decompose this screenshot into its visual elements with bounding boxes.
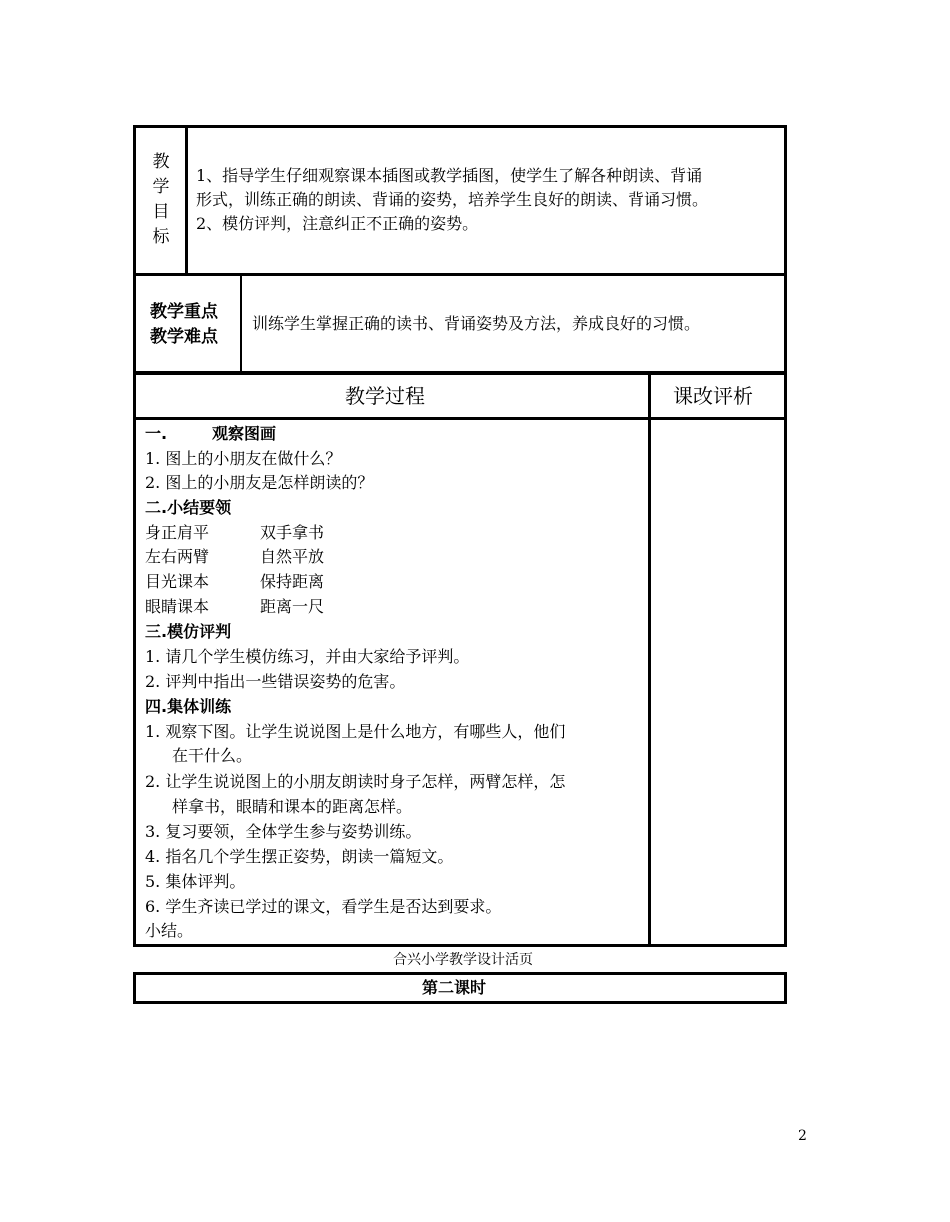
process-line: 在干什么。 <box>172 746 253 765</box>
page-number: 2 <box>798 1128 807 1144</box>
section-number: 一. <box>145 424 168 443</box>
key-phrase: 身正肩平 <box>145 523 210 542</box>
lesson-title: 第二课时 <box>422 978 487 997</box>
review-header: 课改评析 <box>673 384 753 408</box>
process-line: 1. 观察下图。让学生说说图上是什么地方，有哪些人，他们 <box>145 722 566 741</box>
key-phrase: 眼睛课本 <box>145 597 210 616</box>
objectives-divider <box>185 125 188 276</box>
key-points-divider <box>240 273 242 374</box>
process-line: 3. 复习要领，全体学生参与姿势训练。 <box>145 822 422 841</box>
objectives-line: 2、模仿评判，注意纠正不正确的姿势。 <box>196 214 479 233</box>
process-line: 6. 学生齐读已学过的课文，看学生是否达到要求。 <box>145 897 502 916</box>
key-phrase: 距离一尺 <box>260 597 325 616</box>
objectives-label-char: 学 <box>152 177 170 197</box>
process-line: 1. 请几个学生模仿练习，并由大家给予评判。 <box>145 647 470 666</box>
key-phrase: 左右两臂 <box>145 547 210 566</box>
process-line: 1. 图上的小朋友在做什么？ <box>145 449 342 468</box>
process-column-divider <box>648 372 651 947</box>
summary-line: 小结。 <box>145 921 194 940</box>
school-caption: 合兴小学教学设计活页 <box>393 952 533 968</box>
difficulty-label: 教学难点 <box>150 327 218 347</box>
process-line: 5. 集体评判。 <box>145 872 246 891</box>
section-title: 三.模仿评判 <box>145 622 232 641</box>
key-phrase: 目光课本 <box>145 572 210 591</box>
objectives-line: 1、指导学生仔细观察课本插图或教学插图，使学生了解各种朗读、背诵 <box>196 166 703 185</box>
key-points-label: 教学重点 <box>150 302 218 322</box>
objectives-label-char: 标 <box>152 227 170 247</box>
section-title: 观察图画 <box>212 424 277 443</box>
section-title: 四.集体训练 <box>145 697 232 716</box>
process-line: 样拿书，眼睛和课本的距离怎样。 <box>172 797 413 816</box>
process-line: 2. 图上的小朋友是怎样朗读的？ <box>145 473 374 492</box>
process-line: 2. 评判中指出一些错误姿势的危害。 <box>145 672 406 691</box>
objectives-line: 形式，训练正确的朗读、背诵的姿势，培养学生良好的朗读、背诵习惯。 <box>196 190 709 209</box>
process-header: 教学过程 <box>345 384 425 408</box>
objectives-label-char: 目 <box>152 202 170 222</box>
key-phrase: 双手拿书 <box>260 523 325 542</box>
process-line: 4. 指名几个学生摆正姿势，朗读一篇短文。 <box>145 847 454 866</box>
section-title: 二.小结要领 <box>145 498 232 517</box>
process-header-divider <box>133 417 787 420</box>
key-phrase: 自然平放 <box>260 547 325 566</box>
key-phrase: 保持距离 <box>260 572 325 591</box>
objectives-label <box>149 150 173 250</box>
key-points-text: 训练学生掌握正确的读书、背诵姿势及方法，养成良好的习惯。 <box>252 314 701 333</box>
objectives-label-char: 教 <box>152 152 170 172</box>
process-line: 2. 让学生说说图上的小朋友朗读时身子怎样，两臂怎样，怎 <box>145 772 566 791</box>
